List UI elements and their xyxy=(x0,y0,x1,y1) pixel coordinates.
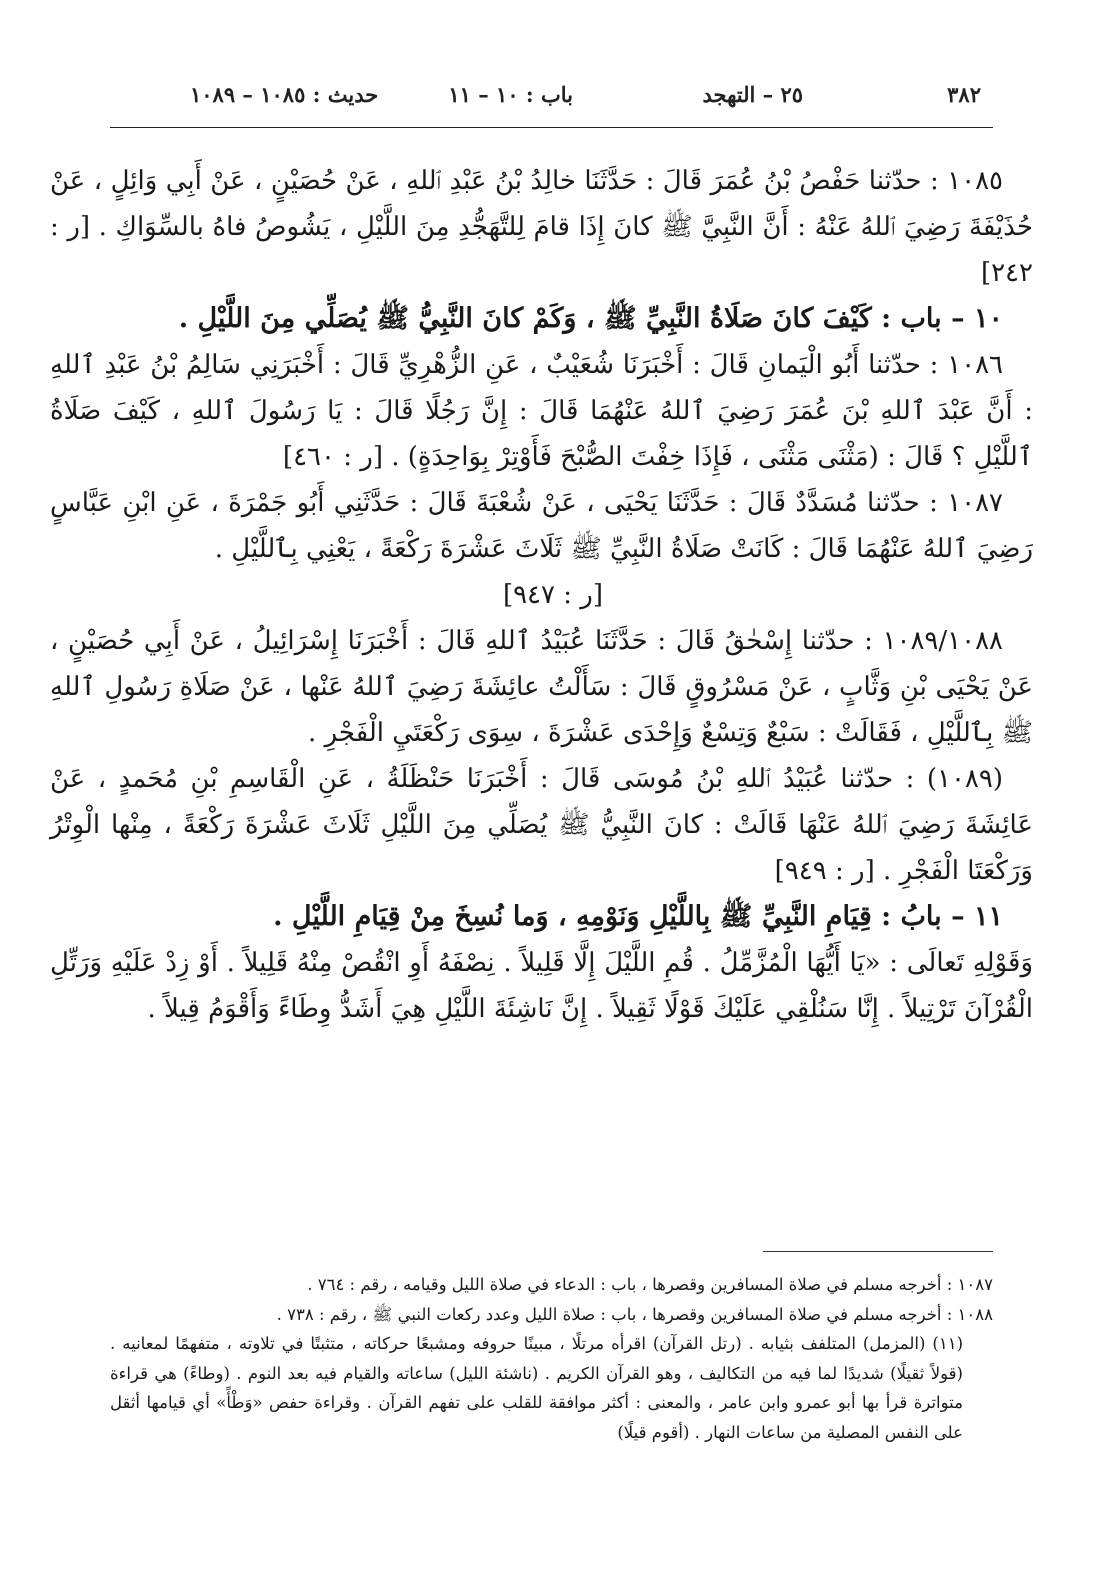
footnote-11: (١١) (المزمل) المتلفف بثيابه . (رتل القرآن) اقرأه مرتلًا ، مبينًا حروفه ومشبعًا حركاته ، متثبتًا في تلاوته ، متفهمًا لمعانيه . (قولاً ثقيلًا) شديدًا لما فيه من التكاليف ، وهو القرآن الكريم . (ناشئة الليل) ساعاته والقيام فيه بعد النوم . (وطاءً) هي قراءة متواترة قرأ بها أبو عمرو وابن عامر ، والمعنى : أكثر موافقة للقلب على تفهم القرآن . وقراءة حفص «وَطْأً» أي قيامها أثقل على النفس المصلية من ساعات النهار . (أقوم قيلًا) xyxy=(110,1334,963,1442)
chapter-title: ٢٥ – التهجد xyxy=(702,82,803,107)
hadith-1088: ١٠٨٩/١٠٨٨ : حدّثنا إِسْحٰقُ قَالَ : حَدَّثَنَا عُبَيْدُ ٱللهِ قَالَ : أَخْبَرَنَا إِسْرَائِيلُ ، عَنْ أَبِي حُصَيْنٍ ، عَنْ يَحْيَى بْنِ وَثَّابٍ ، عَنْ مَسْرُوقٍ قَالَ : سَأَلْتُ عائِشَةَ رَضِيَ ٱللهُ عَنْها ، عَنْ صَلَاةِ رَسُولِ ٱللهِ ﷺ بِٱللَّيْلِ ، فَقَالَتْ : سَبْعٌ وَتِسْعٌ وَإِحْدَى عَشْرَةَ ، سِوَى رَكْعَتَيِ الْفَجْرِ . xyxy=(50,626,1033,748)
header-divider xyxy=(110,127,993,128)
footnote-divider xyxy=(763,1251,993,1252)
hadith-1085: ١٠٨٥ : حدّثنا حَفْصُ بْنُ عُمَرَ قَالَ : حَدَّثَنَا خالِدُ بْنُ عَبْدِ ٱللهِ ، عَنْ حُصَيْنٍ ، عَنْ أَبِي وَائِلٍ ، عَنْ حُذَيْفَةَ رَضِيَ ٱللهُ عَنْهُ : أَنَّ النَّبِيَّ ﷺ كانَ إِذَا قامَ لِلتَّهَجُّدِ مِنَ اللَّيْلِ ، يَشُوصُ فاهُ بالسِّوَاكِ . [ر : ٢٤٢] xyxy=(50,166,1033,288)
quran-verse: وَقَوْلِهِ تَعالَى : «يَا أَيُّهَا الْمُزَّمِّلُ . قُمِ اللَّيْلَ إِلَّا قَلِيلاً . نِصْفَهُ أَوِ انْقُصْ مِنْهُ قَلِيلاً . أَوْ زِدْ عَلَيْهِ وَرَتِّلِ الْقُرْآنَ تَرْتِيلاً . إِنَّا سَنُلْقِي عَلَيْكَ قَوْلًا ثَقِيلاً . إِنَّ نَاشِئَةَ اللَّيْلِ هِيَ أَشَدُّ وِطَاءً وَأَقْوَمُ قِيلاً . xyxy=(50,948,1033,1024)
hadith-1087-reference: [ر : ٩٤٧] xyxy=(502,580,603,610)
main-text xyxy=(50,158,1033,1032)
bab-11-heading: ١١ – بابُ : قِيَامِ النَّبِيِّ ﷺ بِاللَّيْلِ وَنَوْمِهِ ، وَما نُسِخَ مِنْ قِيَامِ اللَّيْلِ . xyxy=(273,901,1003,932)
bab-10-heading: ١٠ – باب : كَيْفَ كانَ صَلَاةُ النَّبِيِّ ﷺ ، وَكَمْ كانَ النَّبِيُّ ﷺ يُصَلِّي مِنَ اللَّيْلِ . xyxy=(178,303,1003,334)
footnotes xyxy=(110,1270,993,1447)
page-number: ٣٨٢ xyxy=(947,82,981,107)
footnote-1087: ١٠٨٧ : أخرجه مسلم في صلاة المسافرين وقصرها ، باب : الدعاء في صلاة الليل وقيامه ، رقم : ٧٦٤ . xyxy=(307,1275,993,1294)
footnote-1088: ١٠٨٨ : أخرجه مسلم في صلاة المسافرين وقصرها ، باب : صلاة الليل وعدد ركعات النبي ﷺ ، رقم : ٧٣٨ . xyxy=(276,1304,993,1324)
hadith-1086: ١٠٨٦ : حدّثنا أَبُو الْيَمانِ قَالَ : أَخْبَرَنَا شُعَيْبٌ ، عَنِ الزُّهْرِيِّ قَالَ : أَخْبَرَنِي سَالِمُ بْنُ عَبْدِ ٱللهِ : أَنَّ عَبْدَ ٱللهِ بْنَ عُمَرَ رَضِيَ ٱللهُ عَنْهُمَا قَالَ : إِنَّ رَجُلًا قَالَ : يَا رَسُولَ ٱللهِ ، كَيْفَ صَلَاةُ ٱللَّيْلِ ؟ قَالَ : (مَثْنَى مَثْنَى ، فَإِذَا خِفْتَ الصُّبْحَ فَأَوْتِرْ بِوَاحِدَةٍ) . [ر : ٤٦٠] xyxy=(50,350,1033,472)
hadith-1089: (١٠٨٩) : حدّثنا عُبَيْدُ ٱللهِ بْنُ مُوسَى قَالَ : أَخْبَرَنَا حَنْظَلَةُ ، عَنِ الْقَاسِمِ بْنِ مُحَمدٍ ، عَنْ عَائِشَةَ رَضِيَ ٱللهُ عَنْهَا قَالَتْ : كانَ النَّبِيُّ ﷺ يُصَلِّي مِنَ اللَّيْلِ ثَلَاثَ عَشْرَةَ رَكْعَةً ، مِنْها الْوِتْرُ وَرَكْعَتَا الْفَجْرِ . [ر : ٩٤٩] xyxy=(50,764,1033,886)
bab-range: باب : ١٠ – ١١ xyxy=(448,82,573,107)
hadith-1087: ١٠٨٧ : حدّثنا مُسَدَّدٌ قَالَ : حَدَّثَنَا يَحْيَى ، عَنْ شُعْبَةَ قَالَ : حَدَّثَنِي أَبُو جَمْرَةَ ، عَنِ ابْنِ عَبَّاسٍ رَضِيَ ٱللهُ عَنْهُمَا قَالَ : كَانَتْ صَلَاةُ النَّبِيِّ ﷺ ثَلَاثَ عَشْرَةَ رَكْعَةً ، يَعْنِي بِٱللَّيْلِ . xyxy=(50,488,1033,564)
hadith-range: حديث : ١٠٨٥ – ١٠٨٩ xyxy=(190,82,379,107)
running-header xyxy=(190,78,981,114)
